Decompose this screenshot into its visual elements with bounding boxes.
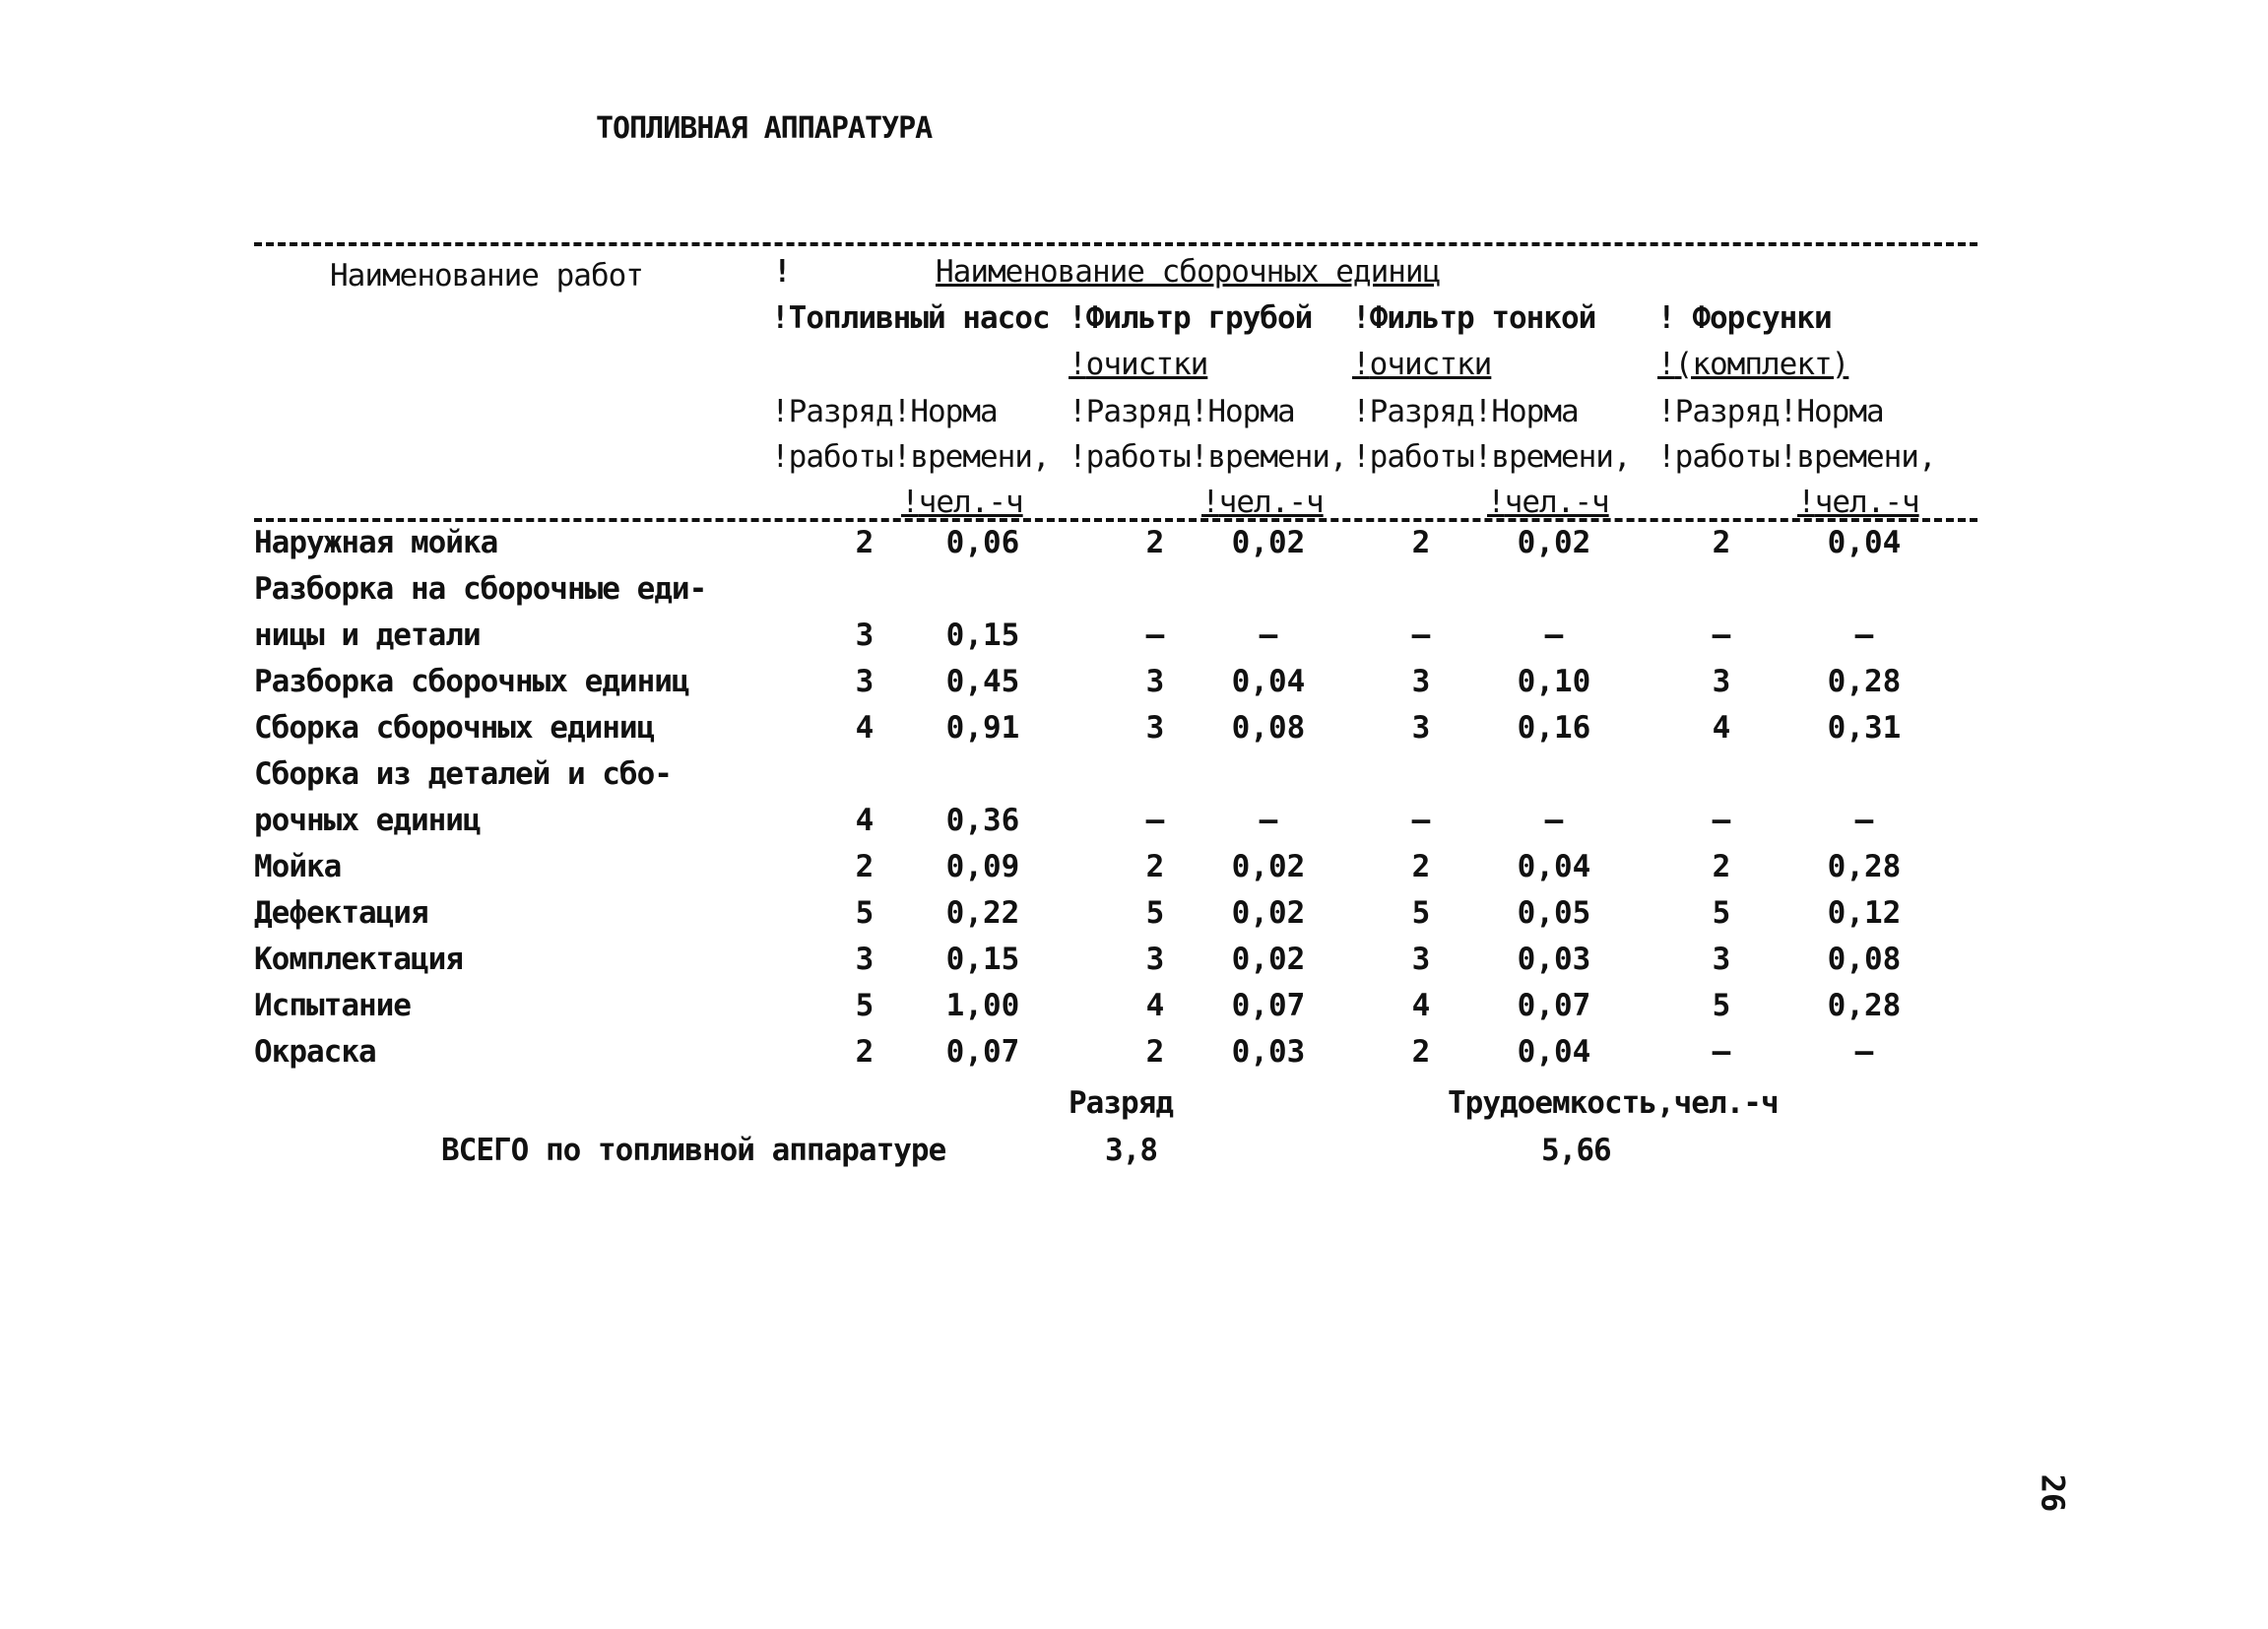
norm-cell: 0,28 — [1827, 664, 1902, 699]
grade-cell: – — [1145, 803, 1165, 838]
norm-cell: – — [1259, 803, 1278, 838]
grade-cell: – — [1411, 618, 1431, 653]
norm-cell: – — [1259, 618, 1278, 653]
grade-cell: 3 — [1411, 710, 1431, 746]
norm-cell: 0,91 — [945, 710, 1020, 746]
document-title: ТОПЛИВНАЯ АППАРАТУРА — [596, 111, 933, 146]
totals-labor-label: Трудоемкость,чел.-ч — [1448, 1085, 1779, 1121]
norm-unit-label: !чел.-ч — [1487, 485, 1609, 520]
grade-cell: 3 — [1145, 942, 1165, 977]
grade-label-line2: !работы!времени, — [1657, 439, 1936, 475]
norm-cell: 0,08 — [1827, 942, 1902, 977]
grade-label: !Разряд!Норма — [1352, 394, 1579, 429]
grade-cell: 2 — [1145, 1034, 1165, 1070]
unit-header-injectors-line2: !(комплект) — [1657, 347, 1849, 382]
grade-cell: 2 — [1712, 849, 1731, 884]
grade-cell: 3 — [1145, 664, 1165, 699]
grade-label-line2: !работы!времени, — [771, 439, 1050, 475]
unit-header-fuel-pump: !Топливный насос — [771, 300, 1050, 336]
grade-cell: 4 — [855, 803, 875, 838]
grade-cell: 2 — [1712, 525, 1731, 560]
grade-cell: 5 — [1712, 988, 1731, 1023]
norm-cell: 0,08 — [1231, 710, 1306, 746]
grade-cell: 5 — [1145, 895, 1165, 931]
work-name-cell: Комплектация — [254, 942, 463, 977]
norm-cell: 1,00 — [945, 988, 1020, 1023]
grade-label: !Разряд!Норма — [1069, 394, 1295, 429]
grade-cell: 3 — [1411, 942, 1431, 977]
work-name-cell: Мойка — [254, 849, 342, 884]
norm-cell: 0,36 — [945, 803, 1020, 838]
grade-cell: – — [1712, 803, 1731, 838]
grade-cell: 3 — [1411, 664, 1431, 699]
norm-cell: 0,09 — [945, 849, 1020, 884]
grade-cell: 2 — [1411, 849, 1431, 884]
unit-header-injectors: ! Форсунки — [1657, 300, 1832, 336]
grade-label: !Разряд!Норма — [1657, 394, 1884, 429]
norm-cell: 0,06 — [945, 525, 1020, 560]
work-name-cell: рочных единиц — [254, 803, 481, 838]
unit-header-fine-filter: !Фильтр тонкой — [1352, 300, 1596, 336]
norm-cell: 0,04 — [1517, 849, 1591, 884]
norm-cell: 0,15 — [945, 942, 1020, 977]
work-name-cell: Разборка на сборочные еди- — [254, 571, 707, 607]
norm-cell: 0,02 — [1231, 895, 1306, 931]
work-name-cell: Дефектация — [254, 895, 428, 931]
grade-cell: 5 — [855, 988, 875, 1023]
grade-cell: 3 — [1145, 710, 1165, 746]
norm-cell: 0,31 — [1827, 710, 1902, 746]
page-number: 26 — [2034, 1473, 2072, 1513]
norm-cell: 0,04 — [1517, 1034, 1591, 1070]
grade-cell: 4 — [1712, 710, 1731, 746]
grade-cell: 3 — [1712, 942, 1731, 977]
norm-cell: – — [1544, 803, 1564, 838]
norm-cell: 0,02 — [1231, 849, 1306, 884]
grade-cell: 5 — [855, 895, 875, 931]
norm-cell: – — [1544, 618, 1564, 653]
totals-label: ВСЕГО по топливной аппаратуре — [441, 1133, 946, 1168]
grade-cell: – — [1145, 618, 1165, 653]
work-name-cell: Испытание — [254, 988, 411, 1023]
norm-cell: – — [1854, 618, 1874, 653]
grade-label: !Разряд!Норма — [771, 394, 998, 429]
norm-cell: 0,02 — [1231, 525, 1306, 560]
grade-cell: 2 — [1411, 1034, 1431, 1070]
work-name-cell: Разборка сборочных единиц — [254, 664, 689, 699]
grade-cell: 4 — [1411, 988, 1431, 1023]
norm-cell: 0,02 — [1231, 942, 1306, 977]
norm-cell: – — [1854, 803, 1874, 838]
totals-labor-value: 5,66 — [1541, 1133, 1611, 1168]
grade-cell: 2 — [1411, 525, 1431, 560]
work-name-cell: ницы и детали — [254, 618, 481, 653]
norm-unit-label: !чел.-ч — [1797, 485, 1919, 520]
norm-cell: 0,15 — [945, 618, 1020, 653]
unit-header-coarse-filter: !Фильтр грубой — [1069, 300, 1313, 336]
totals-grade-label: Разряд — [1069, 1085, 1173, 1121]
grade-cell: 3 — [855, 664, 875, 699]
grade-label-line2: !работы!времени, — [1352, 439, 1631, 475]
grade-cell: 2 — [855, 525, 875, 560]
norm-cell: – — [1854, 1034, 1874, 1070]
norm-cell: 0,12 — [1827, 895, 1902, 931]
grade-cell: – — [1712, 618, 1731, 653]
norm-cell: 0,03 — [1231, 1034, 1306, 1070]
grade-cell: 3 — [1712, 664, 1731, 699]
norm-cell: 0,07 — [945, 1034, 1020, 1070]
norm-cell: 0,07 — [1231, 988, 1306, 1023]
totals-grade-value: 3,8 — [1105, 1133, 1157, 1168]
norm-cell: 0,28 — [1827, 988, 1902, 1023]
grade-cell: 5 — [1712, 895, 1731, 931]
grade-cell: 4 — [1145, 988, 1165, 1023]
norm-cell: 0,28 — [1827, 849, 1902, 884]
grade-cell: – — [1411, 803, 1431, 838]
work-name-header: Наименование работ — [330, 258, 643, 293]
grade-cell: 2 — [1145, 525, 1165, 560]
norm-cell: 0,16 — [1517, 710, 1591, 746]
norm-cell: 0,04 — [1231, 664, 1306, 699]
top-rule — [254, 242, 1977, 246]
norm-cell: 0,07 — [1517, 988, 1591, 1023]
norm-cell: 0,04 — [1827, 525, 1902, 560]
grade-cell: 2 — [855, 849, 875, 884]
grade-cell: 3 — [855, 942, 875, 977]
work-name-cell: Окраска — [254, 1034, 376, 1070]
work-name-cell: Наружная мойка — [254, 525, 498, 560]
grade-cell: 5 — [1411, 895, 1431, 931]
work-name-cell: Сборка сборочных единиц — [254, 710, 655, 746]
header-bottom-rule — [254, 518, 1977, 522]
norm-cell: 0,22 — [945, 895, 1020, 931]
norm-cell: 0,05 — [1517, 895, 1591, 931]
unit-header-fine-filter-line2: !очистки — [1352, 347, 1492, 382]
grade-cell: – — [1712, 1034, 1731, 1070]
work-name-cell: Сборка из деталей и сбо- — [254, 756, 672, 792]
grade-label-line2: !работы!времени, — [1069, 439, 1347, 475]
grade-cell: 3 — [855, 618, 875, 653]
norm-unit-label: !чел.-ч — [901, 485, 1023, 520]
norm-cell: 0,03 — [1517, 942, 1591, 977]
norm-cell: 0,10 — [1517, 664, 1591, 699]
grade-cell: 2 — [1145, 849, 1165, 884]
units-group-header: Наименование сборочных единиц — [936, 254, 1441, 290]
norm-cell: 0,45 — [945, 664, 1020, 699]
norm-unit-label: !чел.-ч — [1201, 485, 1324, 520]
norm-cell: 0,02 — [1517, 525, 1591, 560]
grade-cell: 4 — [855, 710, 875, 746]
column-separator: ! — [773, 254, 792, 290]
grade-cell: 2 — [855, 1034, 875, 1070]
unit-header-coarse-filter-line2: !очистки — [1069, 347, 1208, 382]
